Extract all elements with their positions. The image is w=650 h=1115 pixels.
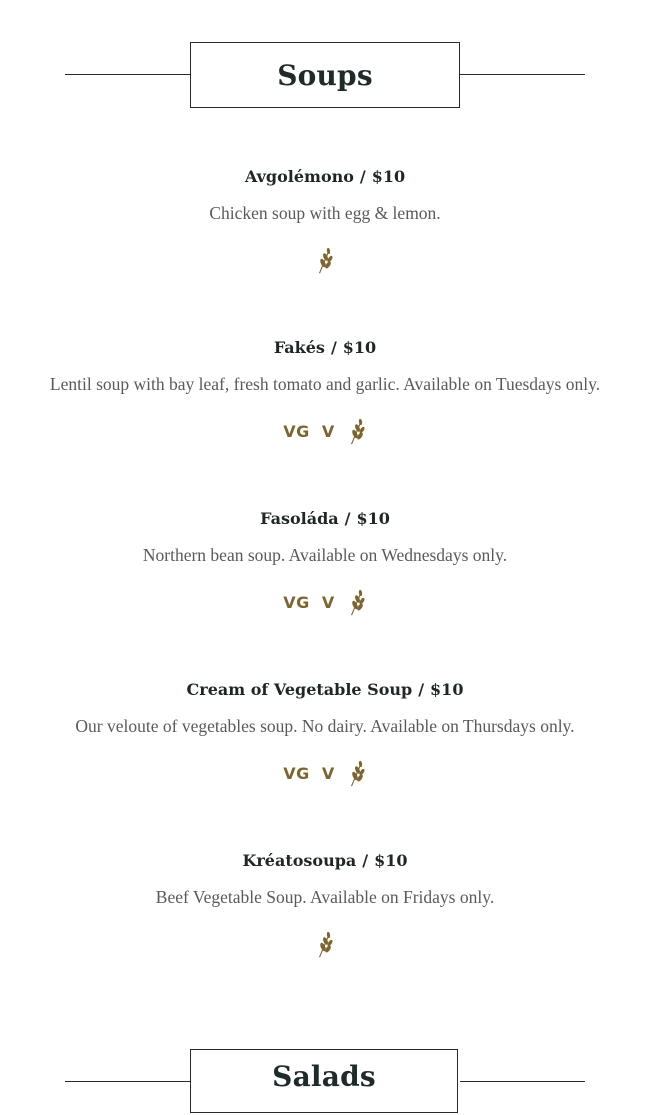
wheat-icon	[347, 588, 367, 616]
dietary-icons	[0, 759, 650, 787]
item-name: Cream of Vegetable Soup	[186, 680, 413, 699]
item-title-line	[0, 508, 650, 530]
dietary-icons	[0, 246, 650, 274]
item-price: $10	[374, 851, 408, 870]
menu-item	[0, 679, 650, 787]
item-name: Kréatosoupa	[242, 851, 357, 870]
wheat-icon	[315, 930, 335, 958]
header-rule-left	[65, 74, 190, 75]
item-price: $10	[371, 167, 406, 186]
vegan-badge: VG	[283, 592, 310, 612]
price-separator: /	[359, 167, 366, 186]
header-rule-right	[460, 74, 585, 75]
item-title-line	[0, 166, 650, 188]
vegetarian-badge: V	[321, 763, 335, 783]
item-description: Lentil soup with bay leaf, fresh tomato and garlic. Available on Tuesdays only.	[49, 374, 601, 394]
section-title: Soups	[277, 58, 373, 92]
item-price: $10	[356, 509, 390, 528]
price-separator: /	[330, 338, 337, 357]
item-description: Chicken soup with egg & lemon.	[209, 203, 441, 223]
vegan-badge: VG	[283, 763, 310, 783]
header-box	[190, 42, 460, 108]
menu-item	[0, 850, 650, 958]
item-title-line	[0, 850, 650, 872]
vegetarian-badge: V	[321, 592, 335, 612]
item-name: Fasoláda	[260, 509, 339, 528]
item-price: $10	[430, 680, 464, 699]
item-name: Avgolémono	[244, 167, 354, 186]
vegetarian-badge: V	[321, 421, 335, 441]
item-title-line	[0, 337, 650, 359]
menu-item	[0, 337, 650, 445]
header-rule-right	[460, 1081, 585, 1082]
dietary-icons	[0, 588, 650, 616]
section-header-soups	[65, 42, 585, 108]
item-description: Our veloute of vegetables soup. No dairy. Available on Thursdays only.	[75, 716, 575, 736]
header-rule-left	[65, 1081, 190, 1082]
vegan-badge: VG	[283, 421, 310, 441]
item-title-line	[0, 679, 650, 701]
menu-item	[0, 508, 650, 616]
wheat-icon	[347, 759, 367, 787]
section-header-salads	[65, 1049, 585, 1115]
dietary-icons	[0, 417, 650, 445]
price-separator: /	[362, 851, 369, 870]
price-separator: /	[418, 680, 425, 699]
item-description: Beef Vegetable Soup. Available on Fridays only.	[155, 887, 495, 907]
section-title: Salads	[272, 1060, 376, 1093]
header-box	[190, 1049, 458, 1113]
item-description: Northern bean soup. Available on Wednesdays only.	[142, 545, 508, 565]
wheat-icon	[315, 246, 335, 274]
item-price: $10	[342, 338, 377, 357]
menu-item	[0, 166, 650, 274]
item-name: Fakés	[273, 338, 325, 357]
wheat-icon	[347, 417, 367, 445]
price-separator: /	[344, 509, 351, 528]
dietary-icons	[0, 930, 650, 958]
